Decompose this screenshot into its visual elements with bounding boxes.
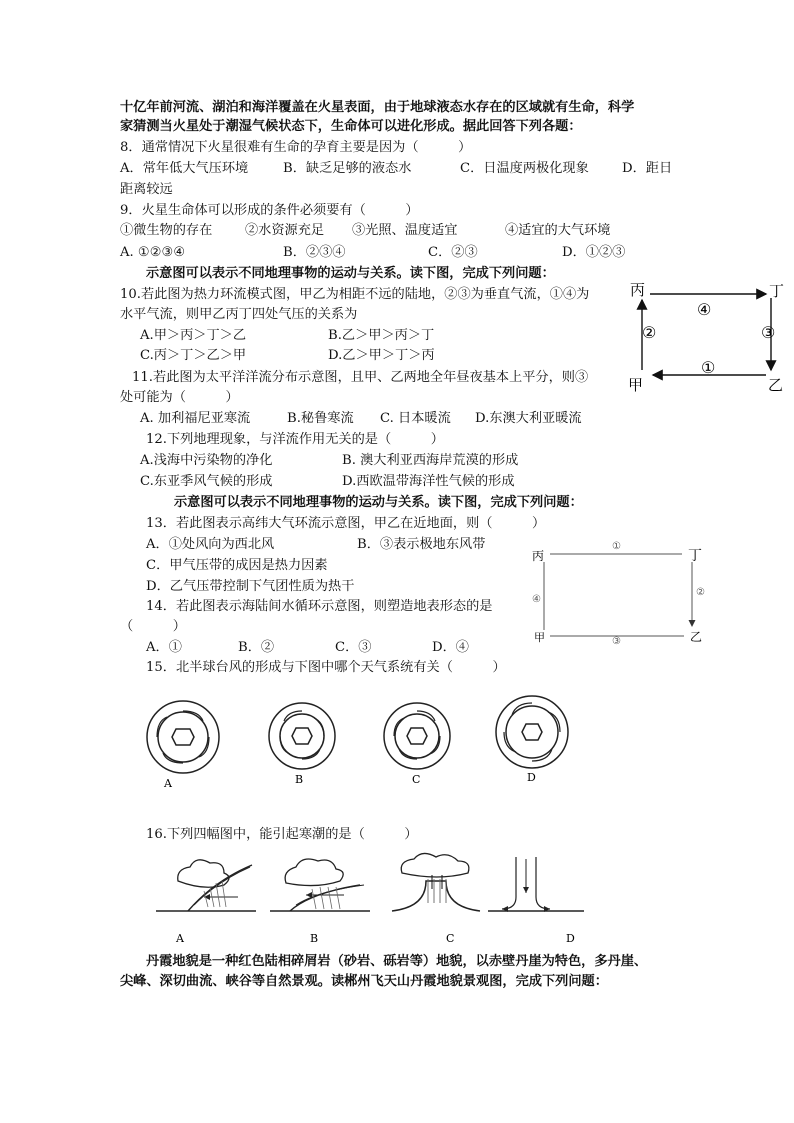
q9-cond-4: ④适宜的大气环境: [505, 223, 611, 238]
label-n4: ④: [697, 300, 712, 319]
label-d: D: [527, 771, 536, 784]
section-1-title: 示意图可以表示不同地理事物的运动与关系。读下图，完成下列问题：: [146, 266, 555, 281]
q8-option-a: A．常年低大气压环境: [120, 161, 249, 176]
q11-option-b: B.秘鲁寒流: [287, 411, 354, 426]
section-2-title: 示意图可以表示不同地理事物的运动与关系。读下图，完成下列问题：: [174, 495, 583, 510]
q9-option-a: A. ①②③④: [120, 245, 186, 260]
q9-option-c: C．②③: [428, 245, 478, 260]
label-n2: ②: [696, 587, 705, 598]
label-c: C: [446, 932, 455, 945]
label-yi: 乙: [690, 630, 703, 644]
q13-option-b: B．③表示极地东风带: [357, 537, 486, 552]
q11-option-a: A. 加利福尼亚寒流: [140, 411, 251, 426]
pressure-system-d: [494, 695, 594, 795]
q10-option-b: B.乙＞甲＞丙＞丁: [328, 328, 435, 343]
q8-option-d-cont: 距离较远: [120, 182, 173, 197]
q13-stem: 13．若此图表示高纬大气环流示意图，甲乙在近地面，则（ ）: [146, 516, 546, 531]
q9-cond-2: ②水资源充足: [245, 223, 325, 238]
label-b: B: [295, 773, 304, 786]
q13-option-c: C．甲气压带的成因是热力因素: [146, 558, 328, 573]
pressure-system-b: [262, 697, 362, 797]
label-jia: 甲: [534, 631, 545, 644]
q12-stem: 12.下列地理现象，与洋流作用无关的是（ ）: [146, 432, 444, 447]
q9-option-b: B．②③④: [283, 245, 346, 260]
q8-stem: 8．通常情况下火星很难有生命的孕育主要是因为（ ）: [120, 140, 472, 155]
pressure-system-a: [136, 697, 236, 797]
weather-figure-a: [152, 853, 262, 943]
q9-option-d: D．①②③: [562, 245, 626, 260]
circulation-diagram-1: [628, 278, 794, 394]
q10-option-a: A.甲＞丙＞丁＞乙: [140, 328, 247, 343]
label-bing: 丙: [630, 281, 646, 299]
q14-option-a: A．①: [146, 640, 182, 655]
intro-line-2: 家猜测当火星处于潮湿气候状态下，生命体可以进化形成。据此回答下列各题：: [120, 119, 582, 134]
q11-option-d: D.东澳大利亚暖流: [475, 411, 582, 426]
weather-figure-c: [388, 853, 498, 943]
q8-option-d: D．距日: [622, 161, 673, 176]
q11-stem-2: 处可能为（ ）: [120, 390, 239, 405]
q10-stem-1: 10.若此图为热力环流模式图，甲乙为相距不远的陆地，②③为垂直气流，①④为: [120, 287, 590, 302]
q13-option-d: D．乙气压带控制下气团性质为热干: [146, 579, 355, 594]
label-a: A: [164, 777, 172, 790]
label-n1: ①: [612, 541, 621, 552]
q12-option-c: C.东亚季风气候的形成: [140, 474, 273, 489]
label-bing: 丙: [532, 549, 545, 563]
q8-option-c: C．日温度两极化现象: [460, 161, 589, 176]
q10-option-c: C.丙＞丁＞乙＞甲: [140, 348, 247, 363]
label-n3: ③: [761, 323, 776, 342]
label-c: C: [412, 773, 421, 786]
q9-stem: 9．火星生命体可以形成的条件必须要有（ ）: [120, 203, 419, 218]
q14-option-d: D．④: [432, 640, 469, 655]
outro-line-2: 尖峰、深切曲流、峡谷等自然景观。读郴州飞天山丹霞地貌景观图，完成下列问题：: [120, 974, 608, 989]
label-n3: ③: [612, 636, 621, 647]
label-ding: 丁: [688, 548, 702, 564]
weather-figure-b: [266, 853, 376, 943]
q14-option-b: B．②: [238, 640, 275, 655]
q12-option-b: B. 澳大利亚西海岸荒漠的形成: [342, 453, 519, 468]
circulation-diagram-2: [532, 540, 722, 647]
label-b: B: [310, 932, 319, 945]
label-n2: ②: [642, 323, 657, 342]
q13-option-a: A．①处风向为西北风: [146, 537, 275, 552]
q8-option-b: B．缺乏足够的液态水: [283, 161, 412, 176]
label-ding: 丁: [769, 282, 785, 300]
q14-stem: 14．若此图表示海陆间水循环示意图，则塑造地表形态的是: [146, 599, 493, 614]
q14-option-c: C．③: [335, 640, 372, 655]
label-d: D: [566, 932, 575, 945]
pressure-system-c: [376, 697, 476, 797]
q12-option-a: A.浅海中污染物的净化: [140, 453, 273, 468]
q16-stem: 16.下列四幅图中，能引起寒潮的是（ ）: [146, 827, 418, 842]
outro-line-1: 丹霞地貌是一种红色陆相碎屑岩（砂岩、砾岩等）地貌，以赤壁丹崖为特色，多丹崖、: [146, 954, 648, 969]
label-jia: 甲: [628, 376, 644, 394]
q14-stem-cont: （ ）: [120, 619, 186, 634]
q15-stem: 15．北半球台风的形成与下图中哪个天气系统有关（ ）: [146, 660, 506, 675]
q12-option-d: D.西欧温带海洋性气候的形成: [342, 474, 515, 489]
label-n4: ④: [532, 594, 541, 605]
q11-stem-1: 11.若此图为太平洋洋流分布示意图，且甲、乙两地全年昼夜基本上平分，则③: [132, 370, 589, 385]
intro-line-1: 十亿年前河流、湖泊和海洋覆盖在火星表面，由于地球液态水存在的区域就有生命，科学: [120, 100, 635, 115]
q9-cond-1: ①微生物的存在: [120, 223, 213, 238]
q9-cond-3: ③光照、温度适宜: [352, 223, 458, 238]
label-yi: 乙: [768, 376, 784, 394]
q10-option-d: D.乙＞甲＞丁＞丙: [328, 348, 435, 363]
label-n1: ①: [701, 358, 716, 377]
q10-stem-2: 水平气流，则甲乙丙丁四处气压的关系为: [120, 307, 358, 322]
q11-option-c: C. 日本暖流: [380, 411, 451, 426]
weather-figure-d: [484, 853, 594, 943]
label-a: A: [176, 932, 184, 945]
